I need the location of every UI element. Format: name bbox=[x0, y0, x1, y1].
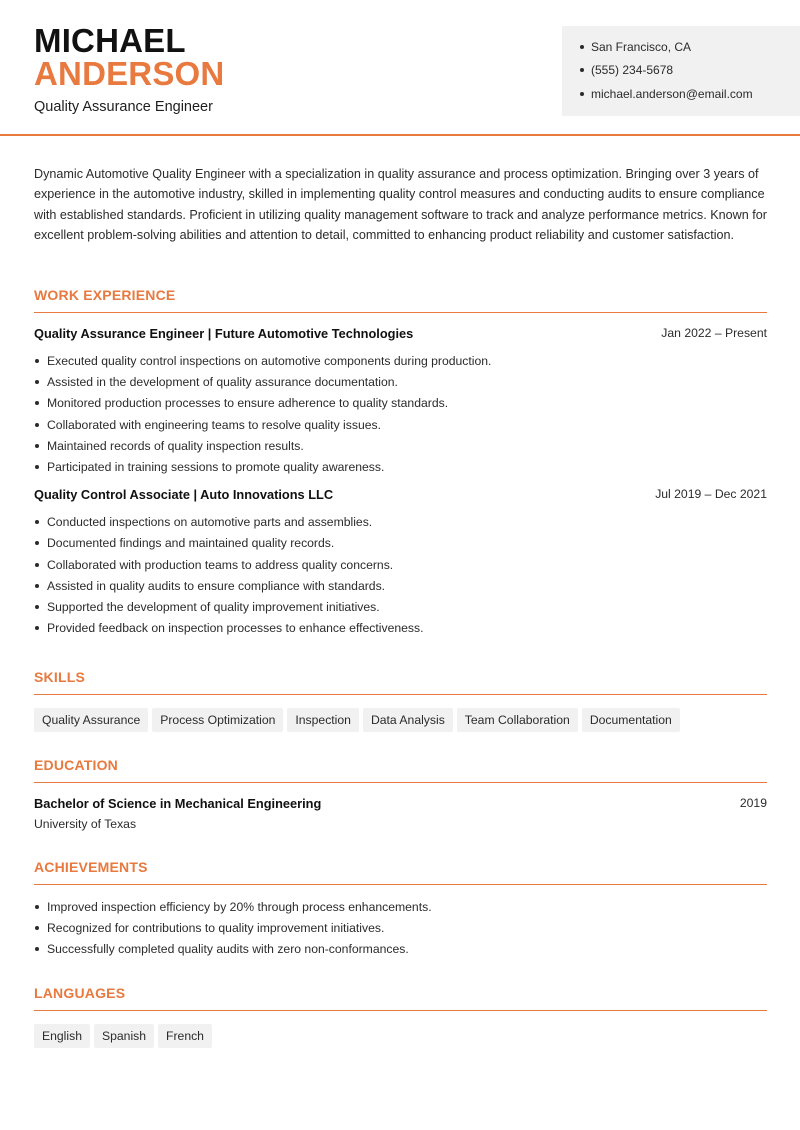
achievements-list bbox=[34, 898, 767, 962]
skill-chip: Process Optimization bbox=[152, 708, 283, 732]
contact-phone-text: (555) 234-5678 bbox=[591, 63, 674, 77]
contact-box bbox=[562, 26, 800, 116]
skills-section bbox=[34, 669, 767, 734]
achievements-section bbox=[34, 859, 767, 962]
work-experience-heading: WORK EXPERIENCE bbox=[34, 287, 767, 313]
contact-email bbox=[580, 87, 753, 101]
skills-list bbox=[34, 708, 767, 734]
job-title-2: Quality Control Associate | Auto Innovations LLC bbox=[34, 487, 334, 503]
list-item: Executed quality control inspections on automotive components during production. bbox=[34, 352, 767, 373]
contact-phone bbox=[580, 63, 673, 77]
list-item: Assisted in quality audits to ensure compliance with standards. bbox=[34, 577, 767, 598]
languages-list bbox=[34, 1024, 767, 1050]
education-heading: EDUCATION bbox=[34, 757, 767, 783]
list-item: Conducted inspections on automotive parts and assemblies. bbox=[34, 513, 767, 534]
education-school: University of Texas bbox=[34, 817, 137, 831]
work-experience-section bbox=[34, 287, 767, 640]
skill-chip: Quality Assurance bbox=[34, 708, 148, 732]
skill-chip: Documentation bbox=[582, 708, 680, 732]
list-item: Participated in training sessions to promote quality awareness. bbox=[34, 458, 767, 479]
list-item: Documented findings and maintained quality records. bbox=[34, 534, 767, 555]
contact-location bbox=[580, 40, 691, 54]
job-2-bullets bbox=[34, 513, 767, 640]
skill-chip: Data Analysis bbox=[363, 708, 453, 732]
last-name: ANDERSON bbox=[34, 55, 225, 92]
list-item: Recognized for contributions to quality improvement initiatives. bbox=[34, 919, 767, 940]
list-item: Successfully completed quality audits with zero non-conformances. bbox=[34, 940, 767, 961]
contact-location-text: San Francisco, CA bbox=[591, 40, 692, 54]
list-item: Supported the development of quality improvement initiatives. bbox=[34, 598, 767, 619]
education-entry bbox=[34, 796, 767, 816]
list-item: Collaborated with engineering teams to resolve quality issues. bbox=[34, 416, 767, 437]
contact-email-text: michael.anderson@email.com bbox=[591, 87, 753, 101]
skill-chip: Inspection bbox=[287, 708, 359, 732]
language-chip: French bbox=[158, 1024, 212, 1048]
job-title: Quality Assurance Engineer bbox=[34, 99, 213, 115]
job-dates-1: Jan 2022 – Present bbox=[661, 326, 767, 340]
bullet-icon bbox=[580, 68, 584, 72]
summary-section bbox=[34, 164, 767, 245]
skill-chip: Team Collaboration bbox=[457, 708, 578, 732]
job-entry-1 bbox=[34, 326, 767, 346]
bullet-icon bbox=[580, 45, 584, 49]
skills-heading: SKILLS bbox=[34, 669, 767, 695]
list-item: Maintained records of quality inspection results. bbox=[34, 437, 767, 458]
list-item: Assisted in the development of quality assurance documentation. bbox=[34, 373, 767, 394]
job-title-1: Quality Assurance Engineer | Future Automotive Technologies bbox=[34, 326, 414, 341]
resume-header bbox=[0, 0, 800, 136]
languages-heading: LANGUAGES bbox=[34, 985, 767, 1011]
list-item: Improved inspection efficiency by 20% through process enhancements. bbox=[34, 898, 767, 919]
job-1-bullets bbox=[34, 352, 767, 479]
education-section bbox=[34, 757, 767, 831]
summary-text: Dynamic Automotive Quality Engineer with a specialization in quality assurance and process optimization. Bringing over 3 years of experience in the automotive industry, skilled in implementing quality control measures and conducting audits to ensure compliance with established standards. Proficient in utilizing quality management software to track and analyze performance metrics. Known for excellent problem-solving abilities and attention to detail, committed to enhancing product reliability and customer satisfaction. bbox=[34, 167, 767, 242]
language-chip: English bbox=[34, 1024, 90, 1048]
education-degree: Bachelor of Science in Mechanical Engineering bbox=[34, 796, 322, 811]
job-dates-2: Jul 2019 – Dec 2021 bbox=[655, 487, 767, 502]
list-item: Provided feedback on inspection processes to enhance effectiveness. bbox=[34, 619, 767, 640]
languages-section bbox=[34, 985, 767, 1050]
education-year: 2019 bbox=[739, 796, 767, 810]
first-name: MICHAEL bbox=[34, 22, 186, 59]
list-item: Collaborated with production teams to address quality concerns. bbox=[34, 556, 767, 577]
achievements-heading: ACHIEVEMENTS bbox=[34, 859, 767, 885]
list-item: Monitored production processes to ensure adherence to quality standards. bbox=[34, 394, 767, 415]
language-chip: Spanish bbox=[94, 1024, 154, 1048]
job-entry-2 bbox=[34, 487, 767, 507]
bullet-icon bbox=[580, 92, 584, 96]
